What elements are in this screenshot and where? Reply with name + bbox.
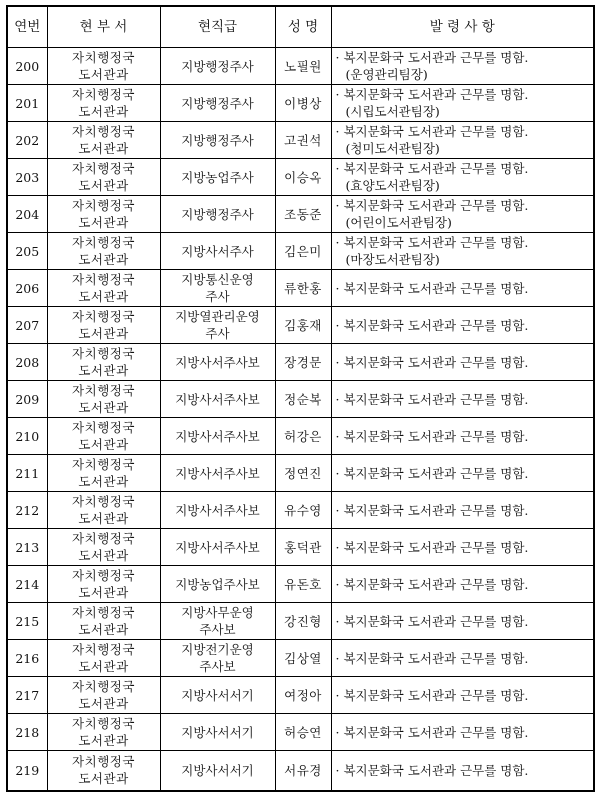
row-order	[331, 381, 594, 418]
row-order-line1: · 복지문화국 도서관과 근무를 명함.	[335, 198, 529, 213]
row-order	[331, 196, 594, 233]
table-row	[7, 196, 594, 233]
personnel-order-sheet	[6, 5, 593, 792]
row-order	[331, 85, 594, 122]
header-order: 발 령 사 항	[331, 6, 594, 48]
row-department	[47, 418, 160, 455]
header-dept: 현 부 서	[47, 6, 160, 48]
row-rank-line1: 지방통신운영	[181, 272, 254, 287]
row-rank	[160, 455, 275, 492]
row-rank-line1: 지방농업주사보	[175, 576, 260, 592]
row-order	[331, 270, 594, 307]
row-order-line1: · 복지문화국 도서관과 근무를 명함.	[335, 124, 529, 139]
row-department-line2: 도서관과	[78, 67, 129, 82]
header-no: 연번	[7, 6, 47, 48]
row-order-line2: (운영관리팀장)	[345, 67, 428, 82]
row-number-text: 212	[15, 502, 40, 518]
row-number	[7, 529, 47, 566]
row-rank	[160, 233, 275, 270]
row-department-line2: 도서관과	[78, 585, 129, 600]
row-number	[7, 122, 47, 159]
row-department-line1: 자치행정국	[72, 605, 135, 620]
header-rank: 현직급	[160, 6, 275, 48]
row-order-line1: · 복지문화국 도서관과 근무를 명함.	[335, 317, 529, 333]
table-row	[7, 677, 594, 714]
row-department	[47, 677, 160, 714]
table-row	[7, 566, 594, 603]
row-name-text: 이승옥	[284, 169, 322, 185]
row-name	[275, 122, 331, 159]
row-rank	[160, 677, 275, 714]
row-name	[275, 640, 331, 677]
row-name	[275, 603, 331, 640]
row-name-text: 정연진	[284, 465, 322, 481]
row-department	[47, 270, 160, 307]
row-name	[275, 677, 331, 714]
row-order-line1: · 복지문화국 도서관과 근무를 명함.	[335, 50, 529, 65]
row-number	[7, 159, 47, 196]
row-department	[47, 492, 160, 529]
row-rank	[160, 307, 275, 344]
row-department-line2: 도서관과	[78, 622, 129, 637]
row-name-text: 김상열	[284, 650, 322, 666]
row-department	[47, 381, 160, 418]
row-rank	[160, 603, 275, 640]
row-number	[7, 48, 47, 85]
row-number	[7, 566, 47, 603]
row-number	[7, 85, 47, 122]
row-order	[331, 307, 594, 344]
row-number-text: 202	[15, 132, 40, 148]
row-number	[7, 751, 47, 791]
table-body	[7, 48, 594, 791]
row-name-text: 노필원	[284, 58, 322, 74]
row-number-text: 204	[15, 206, 40, 222]
row-department	[47, 344, 160, 381]
row-number-text: 206	[15, 280, 40, 296]
header-name: 성 명	[275, 6, 331, 48]
row-name-text: 유수영	[284, 502, 322, 518]
row-name-text: 장경문	[284, 354, 322, 370]
row-department	[47, 714, 160, 751]
row-order-line1: · 복지문화국 도서관과 근무를 명함.	[335, 428, 529, 444]
row-order-line1: · 복지문화국 도서관과 근무를 명함.	[335, 235, 529, 250]
row-order	[331, 566, 594, 603]
row-order	[331, 640, 594, 677]
row-order-line1: · 복지문화국 도서관과 근무를 명함.	[335, 650, 529, 666]
row-rank-line1: 지방사서서기	[181, 687, 254, 703]
row-number-text: 216	[15, 650, 40, 666]
row-rank-line1: 지방사서주사보	[175, 354, 260, 370]
row-rank-line1: 지방사무운영	[181, 605, 254, 620]
table-row	[7, 159, 594, 196]
row-name-text: 조동준	[284, 206, 322, 222]
row-order-line1: · 복지문화국 도서관과 근무를 명함.	[335, 502, 529, 518]
row-department-line1: 자치행정국	[72, 235, 135, 250]
row-order-line2: (마장도서관팀장)	[345, 252, 440, 267]
row-order-line1: · 복지문화국 도서관과 근무를 명함.	[335, 280, 529, 296]
row-department-line2: 도서관과	[78, 771, 129, 787]
row-rank	[160, 196, 275, 233]
row-department-line1: 자치행정국	[72, 50, 135, 65]
row-name	[275, 85, 331, 122]
row-name	[275, 196, 331, 233]
row-rank-line1: 지방사서주사보	[175, 465, 260, 481]
row-name-text: 정순복	[284, 391, 322, 407]
row-name	[275, 233, 331, 270]
table-row	[7, 418, 594, 455]
row-order	[331, 122, 594, 159]
row-number-text: 214	[15, 576, 40, 592]
row-department-line2: 도서관과	[78, 400, 129, 415]
table-row	[7, 344, 594, 381]
table-row	[7, 492, 594, 529]
row-name-text: 서유경	[284, 762, 322, 778]
row-name	[275, 566, 331, 603]
row-department	[47, 233, 160, 270]
row-number	[7, 455, 47, 492]
row-order	[331, 418, 594, 455]
row-order-line1: · 복지문화국 도서관과 근무를 명함.	[335, 576, 529, 592]
row-department-line1: 자치행정국	[72, 679, 135, 694]
row-department-line2: 도서관과	[78, 141, 129, 156]
row-name	[275, 381, 331, 418]
row-number-text: 208	[15, 354, 40, 370]
table-row	[7, 307, 594, 344]
row-name	[275, 751, 331, 791]
row-rank-line1: 지방열관리운영	[175, 309, 260, 324]
row-order-line1: · 복지문화국 도서관과 근무를 명함.	[335, 687, 529, 703]
row-order-line1: · 복지문화국 도서관과 근무를 명함.	[335, 391, 529, 407]
row-department	[47, 603, 160, 640]
row-number	[7, 714, 47, 751]
row-order	[331, 492, 594, 529]
row-department-line2: 도서관과	[78, 326, 129, 341]
row-number-text: 203	[15, 169, 40, 185]
row-name-text: 김홍재	[284, 317, 322, 333]
row-name-text: 허강은	[284, 428, 322, 444]
row-rank	[160, 159, 275, 196]
row-department-line2: 도서관과	[78, 474, 129, 489]
table-row	[7, 85, 594, 122]
table-row	[7, 48, 594, 85]
row-order-line2: (청미도서관팀장)	[345, 141, 440, 156]
row-order	[331, 603, 594, 640]
table-row	[7, 603, 594, 640]
row-department-line1: 자치행정국	[72, 124, 135, 139]
row-rank	[160, 492, 275, 529]
row-rank	[160, 418, 275, 455]
row-department	[47, 566, 160, 603]
row-order-line1: · 복지문화국 도서관과 근무를 명함.	[335, 465, 529, 481]
row-rank	[160, 566, 275, 603]
table-row	[7, 751, 594, 791]
row-rank-line1: 지방사서주사	[181, 243, 254, 259]
row-name	[275, 455, 331, 492]
row-department-line1: 자치행정국	[72, 272, 135, 287]
row-department	[47, 159, 160, 196]
row-department-line1: 자치행정국	[72, 754, 135, 770]
row-name	[275, 159, 331, 196]
row-rank	[160, 714, 275, 751]
row-number-text: 218	[15, 724, 40, 740]
row-rank-line1: 지방전기운영	[181, 642, 254, 657]
row-name	[275, 714, 331, 751]
row-name-text: 고권석	[284, 132, 322, 148]
row-department-line2: 도서관과	[78, 511, 129, 526]
row-rank	[160, 270, 275, 307]
row-order-line1: · 복지문화국 도서관과 근무를 명함.	[335, 539, 529, 555]
row-number-text: 207	[15, 317, 40, 333]
row-rank	[160, 85, 275, 122]
row-order-line1: · 복지문화국 도서관과 근무를 명함.	[335, 87, 529, 102]
row-order-line1: · 복지문화국 도서관과 근무를 명함.	[335, 724, 529, 740]
table-row	[7, 640, 594, 677]
row-rank	[160, 48, 275, 85]
row-rank	[160, 122, 275, 159]
row-number-text: 210	[15, 428, 40, 444]
row-order	[331, 751, 594, 791]
row-number-text: 213	[15, 539, 40, 555]
row-rank-line1: 지방행정주사	[181, 132, 254, 148]
row-order	[331, 233, 594, 270]
row-rank-line2: 주사	[205, 289, 230, 304]
row-rank-line1: 지방사서주사보	[175, 539, 260, 555]
row-department	[47, 196, 160, 233]
row-number-text: 201	[15, 95, 40, 111]
row-department-line1: 자치행정국	[72, 383, 135, 398]
row-rank-line1: 지방사서주사보	[175, 502, 260, 518]
row-rank	[160, 529, 275, 566]
row-order-line1: · 복지문화국 도서관과 근무를 명함.	[335, 762, 529, 778]
row-number	[7, 270, 47, 307]
row-name	[275, 307, 331, 344]
row-number	[7, 233, 47, 270]
row-order	[331, 455, 594, 492]
row-department	[47, 122, 160, 159]
row-number-text: 200	[15, 58, 40, 74]
row-department	[47, 529, 160, 566]
row-name	[275, 529, 331, 566]
row-order-line2: (어린이도서관팀장)	[345, 215, 452, 230]
row-rank-line2: 주사	[205, 326, 230, 341]
row-department-line2: 도서관과	[78, 104, 129, 119]
row-order	[331, 159, 594, 196]
row-order	[331, 529, 594, 566]
personnel-order-table	[6, 5, 595, 792]
row-order-line1: · 복지문화국 도서관과 근무를 명함.	[335, 354, 529, 370]
row-order	[331, 714, 594, 751]
row-rank	[160, 381, 275, 418]
row-department-line2: 도서관과	[78, 437, 129, 452]
row-order	[331, 344, 594, 381]
row-name-text: 강진형	[284, 613, 322, 629]
row-department-line1: 자치행정국	[72, 420, 135, 435]
row-rank-line1: 지방행정주사	[181, 58, 254, 74]
row-department-line2: 도서관과	[78, 252, 129, 267]
row-rank-line1: 지방사서주사보	[175, 428, 260, 444]
row-name	[275, 418, 331, 455]
row-name-text: 유돈호	[284, 576, 322, 592]
row-department-line2: 도서관과	[78, 548, 129, 563]
row-department-line1: 자치행정국	[72, 568, 135, 583]
row-department-line1: 자치행정국	[72, 161, 135, 176]
row-rank-line1: 지방행정주사	[181, 95, 254, 111]
table-row	[7, 233, 594, 270]
row-number	[7, 677, 47, 714]
row-number	[7, 344, 47, 381]
row-department-line1: 자치행정국	[72, 309, 135, 324]
row-department	[47, 48, 160, 85]
row-name-text: 여정아	[284, 687, 322, 703]
row-order-line1: · 복지문화국 도서관과 근무를 명함.	[335, 161, 529, 176]
row-department	[47, 751, 160, 791]
row-number	[7, 603, 47, 640]
row-number	[7, 492, 47, 529]
row-number	[7, 196, 47, 233]
row-name	[275, 48, 331, 85]
row-department-line2: 도서관과	[78, 289, 129, 304]
row-department-line2: 도서관과	[78, 363, 129, 378]
row-number-text: 211	[15, 465, 40, 481]
row-number-text: 219	[15, 762, 40, 778]
row-rank-line1: 지방농업주사	[181, 169, 254, 185]
row-rank	[160, 344, 275, 381]
row-name	[275, 344, 331, 381]
row-department-line2: 도서관과	[78, 659, 129, 674]
row-department-line1: 자치행정국	[72, 87, 135, 102]
row-rank-line1: 지방행정주사	[181, 206, 254, 222]
row-name-text: 김은미	[284, 243, 322, 259]
row-rank-line1: 지방사서서기	[181, 724, 254, 740]
row-name-text: 허승연	[284, 724, 322, 740]
row-number	[7, 381, 47, 418]
row-rank-line1: 지방사서주사보	[175, 391, 260, 407]
row-rank	[160, 751, 275, 791]
row-department-line2: 도서관과	[78, 178, 129, 193]
row-number	[7, 640, 47, 677]
row-department	[47, 85, 160, 122]
row-number-text: 215	[15, 613, 40, 629]
table-header-row	[7, 6, 594, 48]
row-department-line1: 자치행정국	[72, 346, 135, 361]
row-order-line1: · 복지문화국 도서관과 근무를 명함.	[335, 613, 529, 629]
row-rank	[160, 640, 275, 677]
row-order	[331, 48, 594, 85]
table-row	[7, 270, 594, 307]
row-department	[47, 455, 160, 492]
table-row	[7, 529, 594, 566]
table-row	[7, 122, 594, 159]
row-number	[7, 418, 47, 455]
row-department-line1: 자치행정국	[72, 457, 135, 472]
table-row	[7, 455, 594, 492]
row-department	[47, 307, 160, 344]
row-department-line1: 자치행정국	[72, 494, 135, 509]
row-department-line1: 자치행정국	[72, 716, 135, 731]
row-rank-line1: 지방사서서기	[181, 762, 254, 778]
row-name	[275, 492, 331, 529]
row-department-line2: 도서관과	[78, 215, 129, 230]
row-department	[47, 640, 160, 677]
row-number	[7, 307, 47, 344]
row-number-text: 209	[15, 391, 40, 407]
row-name-text: 류한홍	[284, 280, 322, 296]
row-department-line1: 자치행정국	[72, 642, 135, 657]
row-order	[331, 677, 594, 714]
row-name	[275, 270, 331, 307]
row-number-text: 217	[15, 687, 40, 703]
row-order-line2: (효양도서관팀장)	[345, 178, 440, 193]
row-department-line2: 도서관과	[78, 696, 129, 711]
row-rank-line2: 주사보	[199, 622, 236, 637]
row-rank-line2: 주사보	[199, 659, 236, 674]
row-order-line2: (시립도서관팀장)	[345, 104, 440, 119]
row-department-line2: 도서관과	[78, 733, 129, 748]
row-number-text: 205	[15, 243, 40, 259]
table-row	[7, 381, 594, 418]
table-row	[7, 714, 594, 751]
row-department-line1: 자치행정국	[72, 198, 135, 213]
row-name-text: 이병상	[284, 95, 322, 111]
row-department-line1: 자치행정국	[72, 531, 135, 546]
row-name-text: 홍덕관	[284, 539, 322, 555]
